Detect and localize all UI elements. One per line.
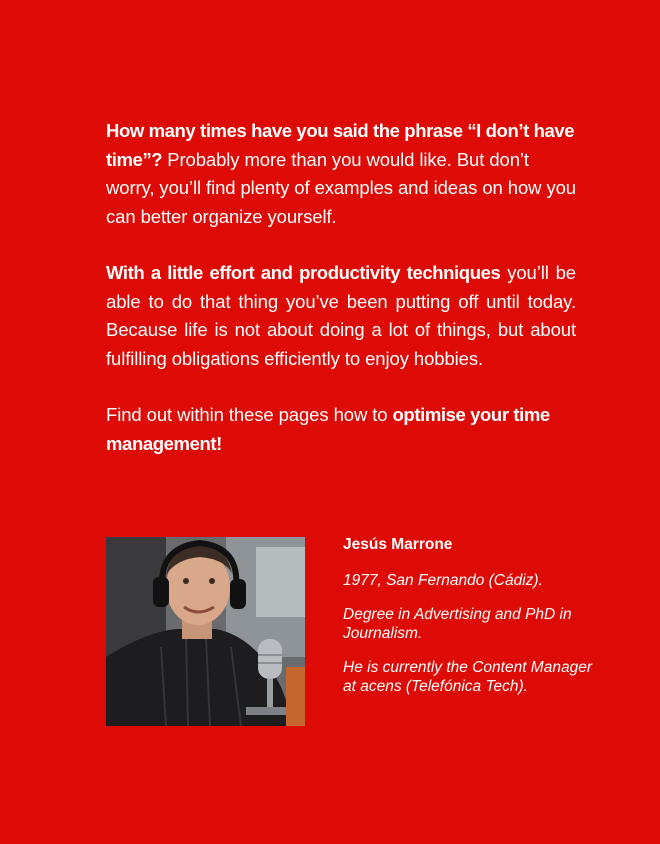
- author-photo: [106, 537, 305, 726]
- intro-paragraph-3-text: Find out within these pages how to: [106, 404, 393, 425]
- author-born: 1977, San Fernando (Cádiz).: [343, 572, 543, 589]
- intro-paragraph-1-bold: How many times have you said the phrase “I don’t have time”?: [106, 120, 575, 170]
- author-role: He is currently the Content Manager at acens (Telefónica Tech).: [343, 659, 592, 695]
- intro-text: [106, 117, 576, 486]
- author-degree: Degree in Advertising and PhD in Journalism.: [343, 606, 572, 642]
- author-portrait-illustration: [106, 537, 305, 726]
- intro-paragraph-3: [106, 401, 576, 458]
- intro-paragraph-1-text: Probably more than you would like. But don’t worry, you’ll find plenty of examples and ideas on how you can better organize yourself.: [106, 148, 576, 227]
- intro-paragraph-2-text: you’ll be able to do that thing you’ve been putting off until today. Because life is not about doing a lot of things, but about fulfilling obligations efficiently to enjoy hobbies.: [106, 262, 576, 369]
- intro-paragraph-2: [106, 259, 576, 373]
- intro-paragraph-1: [106, 117, 576, 231]
- intro-paragraph-2-bold: With a little effort and productivity techniques: [106, 262, 501, 283]
- author-bio: [343, 535, 593, 711]
- author-name: Jesús Marrone: [343, 536, 453, 553]
- intro-paragraph-3-bold: optimise your time management!: [106, 404, 550, 454]
